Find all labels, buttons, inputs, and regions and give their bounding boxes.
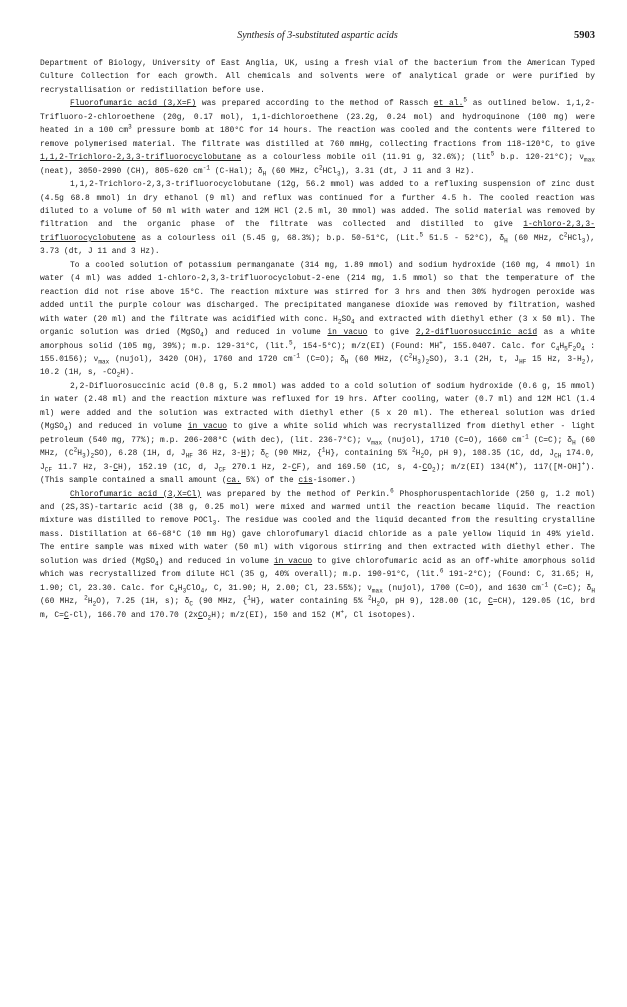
- subscript: 4: [155, 560, 159, 568]
- superscript: 5: [419, 231, 424, 239]
- text-run: pressure bomb at 180°C for 14 hours. The reaction was cooled and the contents were filtered to remove polymerised material. The filtrate was distilled at 760 mmHg, collecting fractions from 118-120°C, to give: [40, 126, 595, 149]
- subscript: 2: [581, 358, 586, 366]
- text-run: (nujol), 1710 (C=O), 1660 cm: [382, 435, 522, 445]
- text-run: was prepared according to the method of Rassch: [196, 99, 434, 109]
- text-run: O: [202, 610, 208, 620]
- text-run: ca.: [226, 476, 241, 486]
- text-run: Chlorofumaric acid (3,X=Cl): [70, 489, 202, 499]
- subscript: CF: [218, 466, 226, 474]
- text-run: 51.5 - 52°C), δ: [423, 233, 505, 243]
- text-run: to give a white solid which was recrystallized from diethyl ether - light petroleum (540 mg, 77%); m.p. 206-208°C (with dec), (lit. 236-7°C); ν: [40, 422, 595, 445]
- subscript: H: [572, 439, 576, 447]
- paragraph: [40, 380, 595, 488]
- text-run: (C-Hal); δ: [210, 166, 263, 176]
- subscript: H: [262, 170, 267, 178]
- text-run: F), and 169.50 (1C, s, 4-: [296, 462, 423, 472]
- subscript: max: [584, 156, 595, 164]
- subscript: HF: [519, 358, 527, 366]
- subscript: H: [591, 587, 595, 595]
- text-run: (nujol), 3420 (OH), 1760 and 1720 cm: [109, 354, 293, 364]
- text-run: et al.: [433, 99, 464, 109]
- subscript: 3: [417, 358, 421, 366]
- superscript: -1: [540, 581, 549, 589]
- superscript: 5: [289, 338, 293, 346]
- text-run: (C=C); δ: [528, 435, 573, 445]
- text-run: H: [412, 354, 418, 364]
- text-run: O), 7.25 (1H, s); δ: [96, 597, 190, 607]
- text-run: F: [567, 341, 573, 351]
- text-run: as outlined below. 1,1,2-Trifluoro-2-chloroethene (20g, 0.17 mol), 1,1-dichloroethene (23.2g, 0.24 mol) and hydroquinone (100 mg) were heated in a 100 cm: [40, 99, 595, 136]
- subscript: 4: [200, 587, 205, 595]
- paragraph: [40, 57, 595, 97]
- text-run: (60 MHz, C: [266, 166, 319, 176]
- subscript: 5: [564, 345, 568, 353]
- text-run: ); δ: [245, 449, 266, 459]
- superscript: 5: [490, 150, 495, 158]
- text-run: as a white amorphous solid (105 mg, 39%); m.p. 129-31°C, (lit.: [40, 328, 596, 351]
- text-run: O, pH 9), 128.00 (1C,: [380, 597, 489, 607]
- text-run: cis: [298, 476, 313, 486]
- superscript: 2: [318, 164, 323, 171]
- text-run: (60 MHz, C: [507, 233, 564, 243]
- text-run: C: [113, 462, 119, 472]
- text-run: -Cl), 166.70 and 170.70 (2x: [68, 610, 198, 620]
- text-run: O, pH 9), 108.35 (1C, dd, J: [424, 449, 555, 459]
- text-run: HCl: [567, 233, 582, 243]
- superscript: -1: [292, 352, 301, 360]
- superscript: 6: [439, 567, 444, 575]
- subscript: max: [371, 587, 383, 595]
- text-run: C: [63, 610, 69, 620]
- subscript: 2: [376, 600, 381, 608]
- text-run: ). (This sample contained a small amount (: [40, 462, 595, 486]
- subscript: 3: [581, 237, 586, 245]
- text-run: (60 MHz,: [40, 597, 85, 607]
- text-run: b.p. 120-21°C); ν: [494, 153, 585, 163]
- superscript: -1: [202, 164, 211, 171]
- subscript: 2: [207, 614, 212, 622]
- text-run: (C=C); δ: [548, 583, 592, 593]
- text-run: , 155.0407. Calc. for C: [442, 341, 556, 351]
- text-run: 1,1,2-Trichloro-2,3,3-trifluorocyclobutane (12g, 56.2 mmol) was added to a refluxing suspension of zinc dust (4.5g 68.8 mmol) in dry ethanol (9 ml) and reflux was continued for a further 4.5 h. The cooled reaction was diluted to a volume of 50 ml with water and 12M HCl (2.5 ml, 30 mmol) was added. The solid material was removed by filtration and the organic phase of the filtrate was collected and distilled to give: [40, 180, 595, 230]
- subscript: 4: [200, 331, 204, 339]
- superscript: +: [581, 459, 586, 467]
- text-run: ) and reduced in volume: [203, 328, 328, 338]
- text-run: as a colourless oil (5.45 g, 68.3%); b.p. 50-51°C, (Lit.: [135, 233, 420, 243]
- subscript: 2: [425, 358, 430, 366]
- text-run: 174.0, J: [40, 449, 596, 472]
- text-run: Department of Biology, University of East Anglia, UK, using a fresh vial of the bacterium from the American Typed Culture Collection for each growth. All chemicals and solvents were of analytical grade or were purified by recrystallisation or redistillation before use.: [40, 59, 595, 95]
- superscript: 2: [367, 594, 372, 602]
- text-run: H: [241, 449, 246, 459]
- text-run: =CH), 129.05 (1C, brd m, C=: [40, 597, 596, 620]
- text-run: 5%) of the: [240, 476, 299, 486]
- subscript: 3: [336, 170, 341, 178]
- page-number: 5903: [574, 30, 595, 41]
- text-run: . The residue was cooled and the liquid decanted from the resulting crystalline mass. Distillation at 66-68°C (10 mm Hg) gave chlorofumaryl diacid chloride as a pale yellow liquid in 49% yield. The entire sample was mixed with water (50 ml) with vigorous stirring and then extracted with diethyl ether. The solution was dried (MgSO: [40, 516, 595, 566]
- subscript: C: [265, 452, 269, 460]
- text-run: H: [177, 583, 183, 593]
- text-run: and extracted with diethyl ether (3 x 50 ml). The organic solution was dried (MgSO: [40, 314, 595, 338]
- text-run: C: [422, 462, 428, 472]
- text-run: Phosphoruspentachloride (250 g, 1.2 mol) and (2S,3S)-tartaric acid (38 g, 0.25 mol) were mixed and warmed until the reaction became liquid. The reaction mixture was distilled to remove POCl: [40, 489, 595, 526]
- subscript: 2: [420, 452, 425, 460]
- text-run: 270.1 Hz, 2-: [225, 462, 292, 472]
- subscript: 4: [174, 587, 178, 595]
- text-run: ), 3.31 (dt, J 11 and 3 Hz).: [340, 166, 475, 176]
- text-run: Fluorofumaric acid (3,X=F): [70, 99, 197, 109]
- superscript: 2: [73, 446, 78, 454]
- superscript: 2: [412, 446, 416, 454]
- subscript: 4: [63, 425, 68, 433]
- superscript: 1: [247, 594, 251, 602]
- text-run: 2,2-difluorosuccinic acid: [415, 328, 538, 338]
- text-run: ): [420, 354, 426, 364]
- paragraph: [40, 259, 595, 380]
- text-run: H: [415, 449, 421, 459]
- text-run: H: [87, 597, 93, 607]
- running-title: Synthesis of 3-substituted aspartic acids: [237, 30, 398, 41]
- text-run: to give chlorofumaric acid as an off-white amorphous solid which was recrystallized from dilute HCl (35 g, 40% overall); m.p. 190-91°C, (lit.: [40, 556, 596, 580]
- text-run: 15 Hz, 3-H: [526, 354, 582, 364]
- superscript: +: [340, 607, 345, 615]
- superscript: 2: [408, 352, 413, 360]
- text-run: HCl: [322, 166, 337, 176]
- text-run: 1-chloro-2,3,3-trifluorocyclobutene: [40, 220, 595, 243]
- subscript: 2: [337, 318, 342, 326]
- subscript: CF: [44, 466, 53, 474]
- subscript: CH: [554, 452, 562, 460]
- subscript: 3: [82, 452, 86, 460]
- text-run: (90 MHz, {: [193, 597, 248, 607]
- text-run: SO: [341, 314, 352, 324]
- text-run: 2,2-Difluorosuccinic acid (0.8 g, 5.2 mmol) was added to a cold solution of sodium hydroxide (0.6 g, 15 mmol) in water (2.48 ml) and the reaction mixture was refluxed for 19 hrs. After cooling, water (0.7 ml) and 12M HCl (1.4 ml) were added and the solution was extracted with diethyl ether (5 x 20 ml). The ethereal solution was dried (MgSO: [40, 381, 595, 432]
- text-run: , 154-5°C); m/z(EI) (Found: MH: [292, 341, 440, 351]
- text-run: C: [488, 597, 493, 607]
- text-run: was prepared by the method of Perkin.: [201, 489, 391, 499]
- text-run: (neat), 3050-2990 (CH), 805-620 cm: [40, 166, 203, 176]
- text-run: in vacuo: [273, 556, 313, 566]
- text-run: ) and reduced in volume: [67, 422, 188, 432]
- text-run: 1,1,2-Trichloro-2,3,3-trifluorocyclobutane: [40, 153, 241, 163]
- text-run: (C=O); δ: [300, 354, 345, 364]
- text-run: (60 MHz, (C: [40, 435, 595, 459]
- subscript: C: [189, 600, 194, 608]
- text-run: ClO: [186, 583, 201, 593]
- text-run: in vacuo: [327, 328, 368, 338]
- superscript: 3: [128, 123, 132, 131]
- text-run: ), 3.73 (dt, J 11 and 3 Hz).: [40, 233, 595, 257]
- text-run: C: [291, 462, 297, 472]
- superscript: 6: [390, 486, 394, 494]
- text-run: -isomer.): [312, 476, 356, 486]
- text-run: ): [85, 449, 91, 459]
- text-run: H: [77, 449, 83, 459]
- subscript: 2: [572, 345, 577, 353]
- text-run: : 155.0156); ν: [40, 341, 596, 364]
- text-run: O: [427, 462, 432, 472]
- subscript: 3: [182, 587, 187, 595]
- text-run: (nujol), 1700 (C=O), and 1630 cm: [382, 583, 541, 593]
- superscript: 1: [321, 446, 326, 454]
- superscript: -1: [521, 433, 529, 441]
- text-run: 11.7 Hz, 3-: [52, 462, 114, 472]
- subscript: 2: [116, 372, 121, 379]
- subscript: HF: [185, 452, 193, 460]
- subscript: 4: [555, 345, 560, 353]
- superscript: +: [439, 338, 443, 346]
- text-run: H).: [120, 368, 135, 378]
- text-run: H: [371, 597, 377, 607]
- text-run: SO), 3.1 (2H, t, J: [429, 354, 520, 364]
- text-run: in vacuo: [187, 422, 228, 432]
- subscript: 2: [92, 600, 97, 608]
- superscript: 2: [563, 231, 568, 239]
- experimental-section: [40, 57, 595, 622]
- text-run: H}, water containing 5%: [250, 597, 368, 607]
- subscript: 3: [212, 519, 217, 527]
- paragraph: [40, 488, 595, 623]
- text-run: ) and reduced in volume: [158, 556, 274, 566]
- text-run: To a cooled solution of potassium permanganate (314 mg, 1.89 mmol) and sodium hydroxide (160 mg, 4 mmol) in water (4 ml) was added 1-chloro-2,3,3-trifluorocyclobut-2-ene (214 mg, 1.5 mmol) so that the temperature of the reaction did not rise above 15°C. The reaction mixture was stirred for 3 hrs and then 30% hydrogen peroxide was added until the purple colour was discharged. The precipitated manganese dioxide was removed by filtration, washed with water (20 ml) and the filtrate was acidified with conc. H: [40, 260, 595, 324]
- text-run: ), 10.2 (1H, s, -CO: [40, 354, 595, 378]
- subscript: 2: [90, 452, 95, 460]
- text-run: 191-2°C); (Found: C, 31.65; H, 1.90; Cl, 23.30. Calc. for C: [40, 570, 595, 593]
- subscript: 4: [581, 345, 585, 353]
- text-run: ), 117([M-OH]: [518, 462, 582, 472]
- text-run: SO), 6.28 (1H, d, J: [94, 449, 186, 459]
- text-run: H: [559, 341, 565, 351]
- text-run: 36 Hz, 3-: [192, 449, 242, 459]
- text-run: H}, containing 5%: [325, 449, 413, 459]
- text-run: (90 MHz, {: [268, 449, 322, 459]
- text-run: C: [197, 610, 203, 620]
- paragraph: [40, 97, 595, 178]
- subscript: H: [344, 358, 349, 366]
- superscript: +: [514, 459, 519, 467]
- text-run: O: [576, 341, 582, 351]
- text-run: as a colourless mobile oil (11.91 g, 32.6%); (lit: [240, 153, 491, 163]
- paragraph: [40, 178, 595, 259]
- superscript: 2: [84, 594, 88, 602]
- subscript: 4: [351, 318, 355, 326]
- text-run: H); m/z(EI), 150 and 152 (M: [211, 610, 341, 620]
- text-run: H), 152.19 (1C, d, J: [118, 462, 219, 472]
- subscript: 2: [431, 466, 436, 474]
- text-run: , Cl isotopes).: [344, 610, 416, 620]
- subscript: max: [371, 439, 383, 447]
- text-run: to give: [367, 328, 416, 338]
- subscript: max: [98, 358, 110, 366]
- text-run: ); m/z(EI) 134(M: [435, 462, 515, 472]
- running-head: [40, 30, 595, 48]
- text-run: (60 MHz, (C: [348, 354, 409, 364]
- text-run: , C, 31.90; H, 2.00; Cl, 23.55%); ν: [204, 583, 372, 593]
- subscript: H: [504, 237, 508, 245]
- superscript: 5: [463, 96, 468, 104]
